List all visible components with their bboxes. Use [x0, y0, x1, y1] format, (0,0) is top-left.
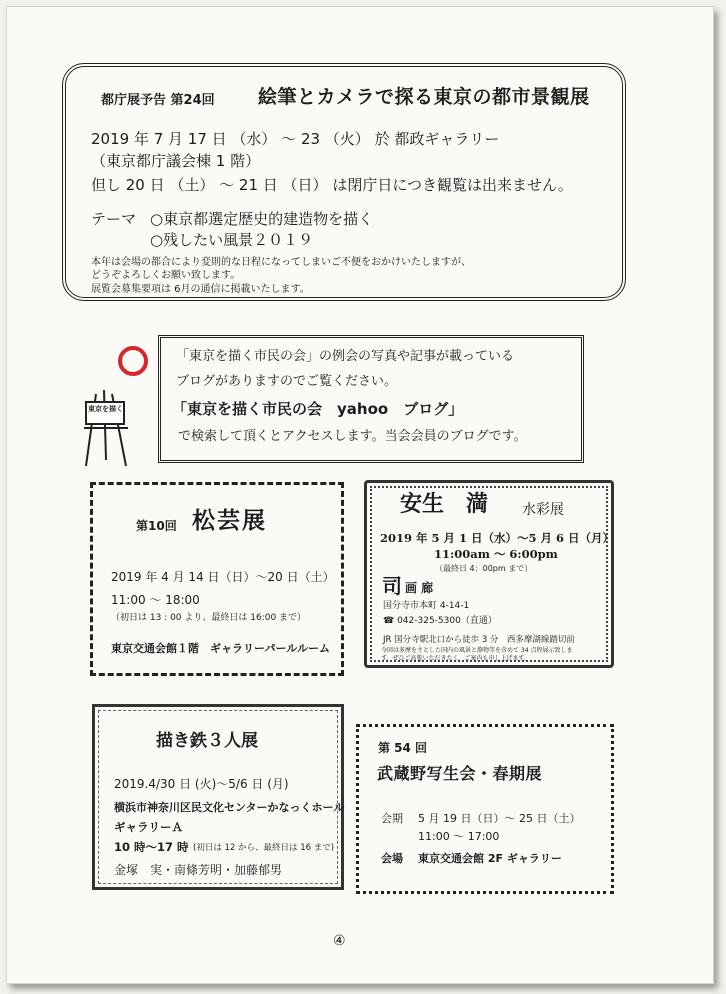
- kakitetsu-venue-1: 横浜市神奈川区民文化センターかなっくホール: [114, 801, 345, 814]
- kakitetsu-time-note: (初日は 12 から、最終日は 16 まで): [193, 843, 335, 853]
- shogei-time: 11:00 ～ 18:00: [111, 593, 200, 607]
- watercolor-time: 11:00am ～ 6:00pm: [434, 547, 558, 561]
- kakitetsu-venue-2: ギャラリーＡ: [114, 820, 183, 834]
- blog-line-1: 「東京を描く市民の会」の例会の写真や記事が載っている: [176, 349, 515, 364]
- artist-name: 安生 満: [400, 492, 489, 517]
- preview-closed-note: 但し 20 日 （土） ～ 21 日 （日） は閉庁日につき観覧は出来ません。: [91, 176, 573, 194]
- theme-label: テーマ: [91, 210, 137, 228]
- gallery-name-big: 司: [382, 574, 402, 598]
- theme-item-1: ○東京都選定歴史的建造物を描く: [150, 210, 374, 228]
- gallery-access: JR 国分寺駅北口から徒歩 3 分 西多摩湖線踏切前: [383, 635, 575, 645]
- watercolor-time-note: （最終日 4：00pm まで）: [435, 564, 533, 573]
- kakitetsu-time: 10 時～17 時: [114, 840, 189, 854]
- musashino-period-label: 会期: [381, 812, 403, 825]
- shogei-venue: 東京交通会館１階 ギャラリーパールルーム: [111, 642, 330, 655]
- preview-note-1: 本年は会場の都合により変則的な日程になってしまいご不便をおかけいたしますが、: [91, 257, 471, 268]
- shogei-edition: 第10回: [136, 519, 177, 533]
- watercolor-note-2: す。ぜひご高覧いただきたく、ご案内も申し上げます。: [381, 655, 530, 662]
- easel-sign-text: 東京を描く: [88, 405, 123, 413]
- kakitetsu-title: 描き鉄３人展: [156, 731, 258, 751]
- preview-title: 絵筆とカメラで探る東京の都市景観展: [258, 86, 590, 108]
- shogei-title: 松芸展: [192, 508, 267, 534]
- preview-label: 都庁展予告 第24回: [101, 93, 215, 108]
- shogei-date: 2019 年 4 月 14 日（日）～20 日（土）: [111, 570, 335, 584]
- watercolor-note-1: 今回は多摩を主とした国内の風景と静物等を含めて 34 点程展示致しま: [381, 647, 573, 654]
- watercolor-date: 2019 年 5 月 1 日（水）～5 月 6 日（月）: [380, 531, 615, 545]
- musashino-edition: 第 54 回: [378, 741, 428, 755]
- musashino-title: 武蔵野写生会・春期展: [377, 764, 543, 783]
- red-circle-icon: [118, 346, 148, 376]
- shogei-time-note: （初日は 13 : 00 より、最終日は 16:00 まで）: [111, 613, 307, 623]
- easel-icon: [78, 388, 138, 472]
- blog-line-2: ブログがありますのでご覧ください。: [176, 374, 398, 389]
- blog-search-phrase: 「東京を描く市民の会 yahoo ブログ」: [172, 400, 464, 418]
- preview-note-2: どうぞよろしくお願い致します。: [91, 270, 241, 281]
- preview-note-3: 展覧会募集要項は 6月の通信に掲載いたします。: [91, 284, 310, 295]
- musashino-venue-label: 会場: [381, 852, 403, 865]
- musashino-venue: 東京交通会館 2F ギャラリー: [418, 852, 562, 865]
- musashino-time: 11:00 ～ 17:00: [418, 830, 500, 843]
- kakitetsu-date: 2019.4/30 日 (火)～5/6 日 (月): [114, 777, 289, 791]
- gallery-address: 国分寺市本町 4-14-1: [383, 601, 470, 611]
- gallery-name-small: 画 廊: [405, 581, 434, 595]
- page-number: ④: [333, 933, 346, 949]
- preview-place: （東京都庁議会棟 1 階）: [91, 152, 261, 170]
- gallery-phone: ☎ 042-325-5300（直通）: [383, 616, 497, 626]
- preview-date: 2019 年 7 月 17 日 （水） ～ 23 （火） 於 都政ギャラリー: [91, 130, 500, 148]
- kakitetsu-artists: 金塚 実・南條芳明・加藤郁男: [114, 863, 283, 877]
- theme-item-2: ○残したい風景２０１９: [150, 231, 314, 249]
- musashino-period: 5 月 19 日（日）～ 25 日（土）: [418, 812, 581, 825]
- exhibition-genre: 水彩展: [522, 502, 564, 518]
- blog-line-4: で検索して頂くとアクセスします。当会会員のブログです。: [178, 429, 527, 444]
